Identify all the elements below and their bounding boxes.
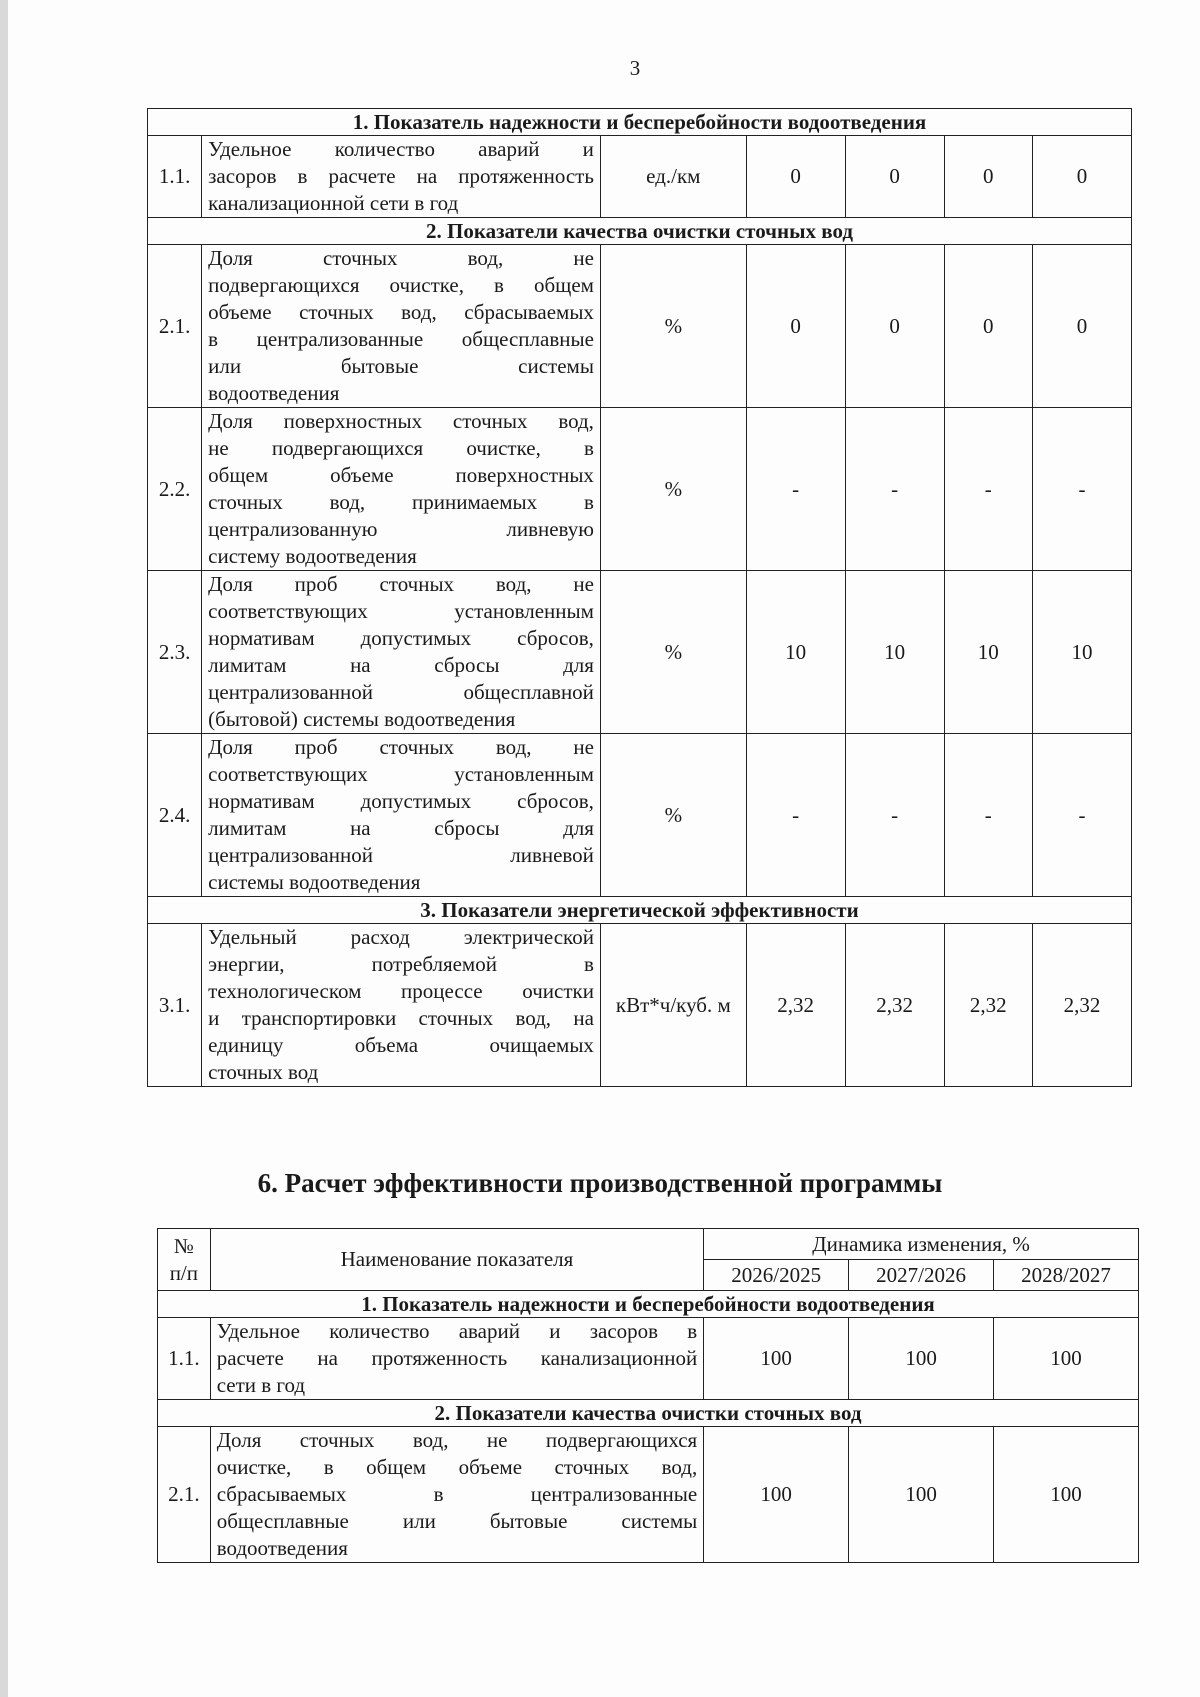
description-line: Доля сточных вод, не <box>208 246 594 270</box>
efficiency-table <box>157 1228 1139 1563</box>
table-row <box>148 136 1132 218</box>
description-line: общесплавные или бытовые системы <box>216 1509 698 1533</box>
row-value: - <box>845 734 944 897</box>
description-line: общем объеме поверхностных <box>208 463 594 487</box>
description-line: Удельное количество аварий и засоров в <box>216 1319 698 1343</box>
row-unit: ед./км <box>600 136 746 218</box>
indicators-table <box>147 108 1132 1087</box>
description-line: засоров в расчете на протяженность <box>208 164 594 188</box>
row-description <box>202 924 601 1087</box>
description-line: Доля сточных вод, не подвергающихся <box>216 1428 698 1452</box>
description-line: сточных вод, принимаемых в <box>208 490 594 514</box>
row-value: 2,32 <box>845 924 944 1087</box>
section-title: 1. Показатель надежности и бесперебойности водоотведения <box>158 1291 1139 1318</box>
description-line: не подвергающихся очистке, в <box>208 436 594 460</box>
row-unit: % <box>600 408 746 571</box>
row-value: 2,32 <box>1033 924 1132 1087</box>
row-value: 10 <box>845 571 944 734</box>
row-number: 3.1. <box>148 924 202 1087</box>
row-description <box>202 408 601 571</box>
row-description <box>202 245 601 408</box>
table-row <box>158 1318 1139 1400</box>
row-value: 2,32 <box>746 924 845 1087</box>
row-number: 1.1. <box>148 136 202 218</box>
description-line: системы водоотведения <box>208 870 421 894</box>
row-number: 2.3. <box>148 571 202 734</box>
description-line: единицу объема очищаемых <box>208 1033 594 1057</box>
row-number: 2.2. <box>148 408 202 571</box>
row-number: 2.1. <box>148 245 202 408</box>
row-unit: % <box>600 734 746 897</box>
row-value: 0 <box>746 245 845 408</box>
table-row <box>148 408 1132 571</box>
description-line: технологическом процессе очистки <box>208 979 594 1003</box>
row-description <box>202 571 601 734</box>
row-unit: кВт*ч/куб. м <box>600 924 746 1087</box>
description-line: систему водоотведения <box>208 544 417 568</box>
header-year: 2026/2025 <box>704 1260 849 1291</box>
section-title: 2. Показатели качества очистки сточных вод <box>158 1400 1139 1427</box>
row-description <box>202 136 601 218</box>
row-value: 100 <box>849 1427 994 1563</box>
description-line: лимитам на сбросы для <box>208 816 594 840</box>
scan-edge <box>0 0 8 1697</box>
row-value: - <box>1033 408 1132 571</box>
row-value: 10 <box>746 571 845 734</box>
description-line: и транспортировки сточных вод, на <box>208 1006 594 1030</box>
description-line: соответствующих установленным <box>208 762 594 786</box>
row-description <box>202 734 601 897</box>
table-row <box>148 245 1132 408</box>
section-title: 1. Показатель надежности и бесперебойности водоотведения <box>148 109 1132 136</box>
description-line: энергии, потребляемой в <box>208 952 594 976</box>
row-value: 10 <box>944 571 1033 734</box>
row-value: 100 <box>704 1427 849 1563</box>
row-value: 100 <box>704 1318 849 1400</box>
row-value: - <box>746 408 845 571</box>
row-unit: % <box>600 245 746 408</box>
row-value: 0 <box>944 245 1033 408</box>
description-line: объеме сточных вод, сбрасываемых <box>208 300 594 324</box>
table-row <box>148 734 1132 897</box>
row-value: 0 <box>1033 136 1132 218</box>
row-number: 2.1. <box>158 1427 211 1563</box>
header-dynamics: Динамика изменения, % <box>704 1229 1139 1260</box>
description-line: лимитам на сбросы для <box>208 653 594 677</box>
row-value: 100 <box>994 1318 1139 1400</box>
description-line: расчете на протяженность канализационной <box>216 1346 698 1370</box>
description-line: очистке, в общем объеме сточных вод, <box>216 1455 698 1479</box>
header-num: № п/п <box>158 1229 211 1291</box>
row-value: - <box>746 734 845 897</box>
row-value: 0 <box>845 136 944 218</box>
description-line: соответствующих установленным <box>208 599 594 623</box>
description-line: водоотведения <box>216 1536 348 1560</box>
description-line: канализационной сети в год <box>208 191 459 215</box>
description-line: водоотведения <box>208 381 340 405</box>
description-line: нормативам допустимых сбросов, <box>208 789 594 813</box>
description-line: в централизованные общесплавные <box>208 327 594 351</box>
section-heading: 6. Расчет эффективности производственной программы <box>257 1168 943 1198</box>
row-unit: % <box>600 571 746 734</box>
row-number: 1.1. <box>158 1318 211 1400</box>
row-number: 2.4. <box>148 734 202 897</box>
row-value: - <box>944 734 1033 897</box>
description-line: Удельный расход электрической <box>208 925 594 949</box>
table-row <box>148 924 1132 1087</box>
row-value: - <box>845 408 944 571</box>
description-line: централизованную ливневую <box>208 517 594 541</box>
row-value: - <box>1033 734 1132 897</box>
description-line: Доля поверхностных сточных вод, <box>208 409 594 433</box>
row-value: 0 <box>1033 245 1132 408</box>
description-line: сети в год <box>216 1373 306 1397</box>
header-name: Наименование показателя <box>210 1229 704 1291</box>
description-line: нормативам допустимых сбросов, <box>208 626 594 650</box>
description-line: Доля проб сточных вод, не <box>208 735 594 759</box>
header-year: 2028/2027 <box>994 1260 1139 1291</box>
description-line: Доля проб сточных вод, не <box>208 572 594 596</box>
description-line: или бытовые системы <box>208 354 594 378</box>
page-number: 3 <box>629 56 641 80</box>
description-line: Удельное количество аварий и <box>208 137 594 161</box>
description-line: подвергающихся очистке, в общем <box>208 273 594 297</box>
description-line: (бытовой) системы водоотведения <box>208 707 516 731</box>
row-value: 100 <box>849 1318 994 1400</box>
row-value: 2,32 <box>944 924 1033 1087</box>
row-value: 10 <box>1033 571 1132 734</box>
row-value: 100 <box>994 1427 1139 1563</box>
section-title: 2. Показатели качества очистки сточных вод <box>148 218 1132 245</box>
table-row <box>148 571 1132 734</box>
table-row <box>158 1427 1139 1563</box>
row-description <box>210 1318 704 1400</box>
section-title: 3. Показатели энергетической эффективности <box>148 897 1132 924</box>
header-year: 2027/2026 <box>849 1260 994 1291</box>
row-value: - <box>944 408 1033 571</box>
row-description <box>210 1427 704 1563</box>
row-value: 0 <box>845 245 944 408</box>
row-value: 0 <box>944 136 1033 218</box>
row-value: 0 <box>746 136 845 218</box>
description-line: централизованной ливневой <box>208 843 594 867</box>
description-line: централизованной общесплавной <box>208 680 594 704</box>
description-line: сточных вод <box>208 1060 319 1084</box>
description-line: сбрасываемых в централизованные <box>216 1482 698 1506</box>
